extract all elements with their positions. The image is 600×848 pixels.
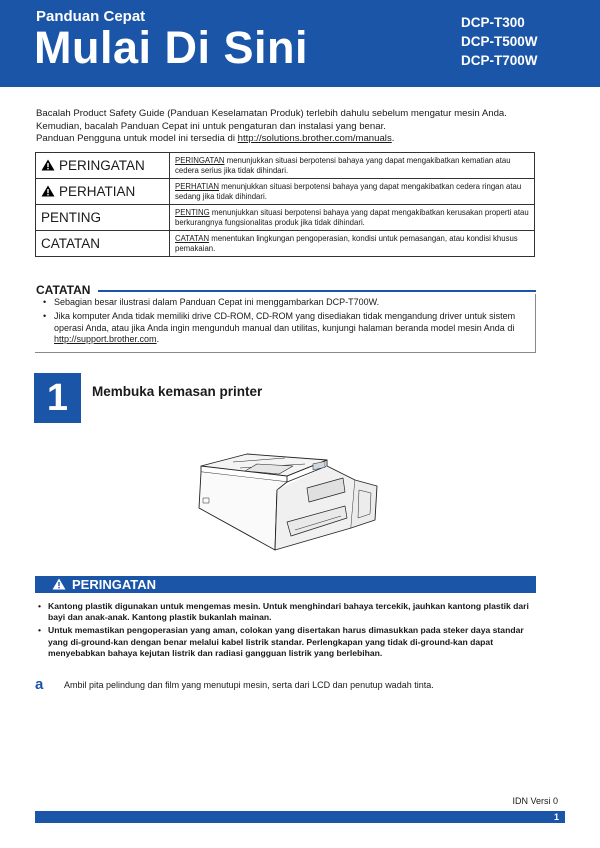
substep-text: Ambil pita pelindung dan film yang menutupi mesin, serta dari LCD dan penutup wadah tinta.	[64, 680, 434, 690]
warning-label: PERINGATAN	[72, 577, 157, 592]
warning-triangle-icon	[41, 159, 55, 171]
list-item: • Untuk memastikan pengoperasian yang aman, colokan yang disertakan harus dimasukkan pada steker daya standar yang di-ground-kan dengan benar melalui kabel listrik standar. Perlengkapan yang tidak di-ground-kan dapat menyebabkan bahaya kejutan listrik dan radiasi gangguan listrik yang berlebihan.	[36, 625, 536, 659]
table-row	[36, 205, 535, 231]
list-item: • Jika komputer Anda tidak memiliki drive CD-ROM, CD-ROM yang disediakan tidak mengandung driver untuk sistem operasi Anda, atau jika Anda ingin mengunduh manual dan utilitas, kunjungi halaman beranda model mesin Anda di http://support.brother.com.	[42, 311, 532, 345]
manuals-link[interactable]: http://solutions.brother.com/manuals	[237, 133, 392, 145]
footer-bar	[35, 811, 565, 823]
note-list	[42, 297, 532, 348]
intro-text	[36, 108, 566, 146]
table-row	[36, 153, 535, 179]
note-divider	[98, 290, 536, 292]
printer-illustration	[195, 450, 385, 555]
intro-line: Panduan Pengguna untuk model ini tersedia di http://solutions.brother.com/manuals.	[36, 133, 395, 145]
warning-list	[36, 601, 536, 661]
guide-kicker: Panduan Cepat	[36, 8, 146, 25]
legend-term: PERINGATAN	[36, 153, 170, 179]
warning-triangle-icon	[41, 185, 55, 197]
model-list	[461, 13, 538, 70]
legend-description: CATATAN menentukan lingkungan pengoperasian, kondisi untuk pemasangan, atau kondisi khusus pemakaian.	[170, 231, 535, 257]
page-title: Mulai Di Sini	[34, 22, 309, 73]
substep-letter: a	[35, 676, 44, 693]
list-item: • Kantong plastik digunakan untuk mengemas mesin. Untuk menghindari bahaya tercekik, jauhkan kantong plastik dari bayi dan anak-anak. Kantong plastik bukanlah mainan.	[36, 601, 536, 623]
list-item: • Sebagian besar ilustrasi dalam Panduan Cepat ini menggambarkan DCP-T700W.	[42, 297, 532, 308]
intro-line: Bacalah Product Safety Guide (Panduan Keselamatan Produk) terlebih dahulu sebelum mengatur mesin Anda.	[36, 108, 507, 119]
model-name: DCP-T500W	[461, 34, 538, 49]
legend-description: PERHATIAN menunjukkan situasi berpotensi bahaya yang dapat mengakibatkan cedera ringan atau sedang jika tidak dihindari.	[170, 179, 535, 205]
model-name: DCP-T700W	[461, 53, 538, 68]
safety-legend-table	[35, 152, 535, 257]
legend-description: PERINGATAN menunjukkan situasi berpotensi bahaya yang dapat mengakibatkan kematian atau cedera serius jika tidak dihindari.	[170, 153, 535, 179]
warning-triangle-icon	[52, 578, 66, 590]
header-banner	[0, 0, 600, 87]
warning-banner	[35, 576, 536, 593]
version-label: IDN Versi 0	[512, 796, 558, 806]
legend-description: PENTING menunjukkan situasi berpotensi bahaya yang dapat mengakibatkan kerusakan properti atau berkurangnya fungsionalitas produk jika tidak dihindari.	[170, 205, 535, 231]
page-number: 1	[553, 812, 559, 822]
intro-line: Kemudian, bacalah Panduan Cepat ini untuk pengaturan dan instalasi yang benar.	[36, 120, 386, 132]
note-title: CATATAN	[36, 283, 91, 297]
support-link[interactable]: http://support.brother.com	[54, 333, 157, 344]
legend-term: PENTING	[36, 205, 170, 231]
legend-term: CATATAN	[36, 231, 170, 257]
model-name: DCP-T300	[461, 15, 525, 30]
table-row	[36, 231, 535, 257]
table-row	[36, 179, 535, 205]
step-number-badge: 1	[34, 373, 81, 423]
legend-term: PERHATIAN	[36, 179, 170, 205]
step-title: Membuka kemasan printer	[92, 384, 263, 399]
